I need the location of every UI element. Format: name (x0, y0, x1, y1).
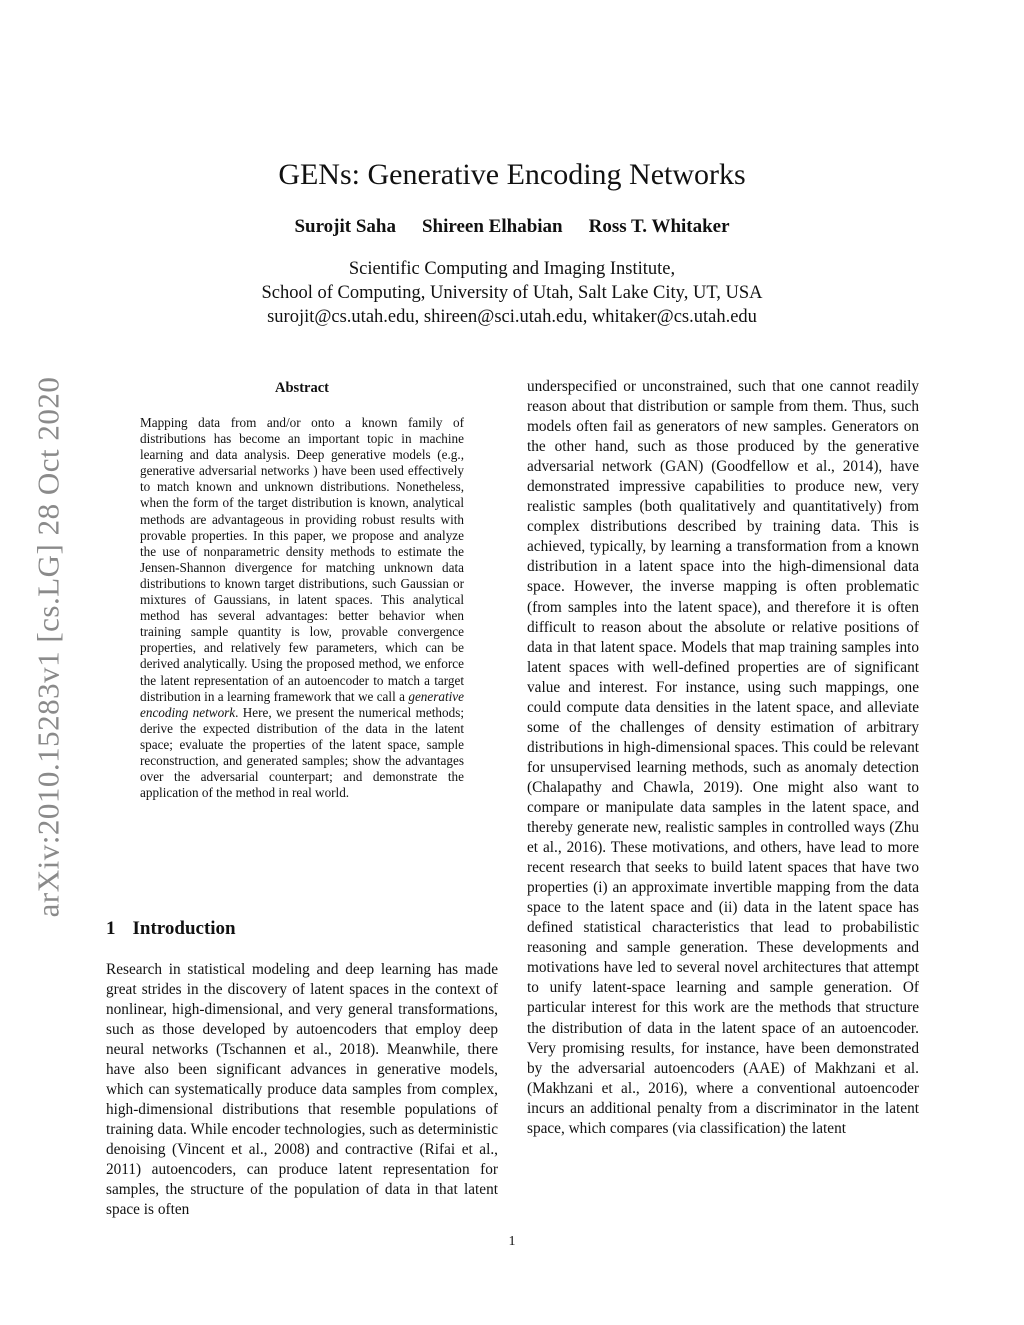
introduction-right-column: underspecified or unconstrained, such that one cannot readily reason about that distribution or sample from them. Thus, such models often fail as generators of new samples. Generators on the other hand, such as those produced by the generative adversarial network (GAN) (Goodfellow et al., 2014), have demonstrated impressive capabilities to produce new, very realistic samples (both qualitatively and quantitatively) from complex distributions described by training data. This is achieved, typically, by learning a transformation from a known distribution in a latent space into the high-dimensional data space. However, the inverse mapping is often problematic (from samples into the latent space), and therefore it is often difficult to reason about the absolute or relative positions of data in that latent space. Models that map training samples into latent spaces with well-defined properties are of significant value and interest. For instance, using such mappings, one could compute data densities in the latent space, and alleviate some of the challenges of density estimation of arbitrary distributions in high-dimensional spaces. This could be relevant for unsupervised learning methods, such as anomaly detection (Chalapathy and Chawla, 2019). One might also want to compare or manipulate data samples in the latent space, and thereby generate new, realistic samples in controlled ways (Zhu et al., 2016). These motivations, and others, have lead to more recent research that seeks to build latent spaces that have two properties (i) an approximate invertible mapping from the data space to the latent space and (ii) data in the latent space has defined statistical characteristics that lead to probabilistic reasoning and sample generation. These developments and motivations have led to several novel architectures that attempt to unify latent-space learning and sample generation. Of particular interest for this work are the methods that structure the distribution of data in the latent space of an autoencoder. Very promising results, for instance, have been demonstrated by the adversarial autoencoders (AAE) of Makhzani et al. (Makhzani et al., 2016), where a conventional autoencoder incurs an additional penalty from a discriminator in the latent space, which compares (via classification) the latent (527, 378, 919, 1137)
abstract-body (140, 415, 464, 801)
author-name: Shireen Elhabian (421, 216, 563, 237)
abstract-heading: Abstract (275, 380, 329, 396)
author-name: Ross T. Whitaker (588, 216, 730, 237)
abstract-text-part2: . Here, we present the numerical methods; derive the expected distribution of the data in the latent space; evaluate the properties of the latent space, sample reconstruction, and generated samples; show the advantages over the adversarial counterpart; and demonstrate the application of the method in real world. (140, 704, 464, 801)
section-number: 1 (106, 918, 116, 939)
section-title: Introduction (132, 918, 236, 939)
introduction-left-column: Research in statistical modeling and deep learning has made great strides in the discovery of latent spaces in the context of nonlinear, high-dimensional, and very general transformations, such as those developed by autoencoders that employ deep neural networks (Tschannen et al., 2018). Meanwhile, there have also been significant advances in generative models, which can systematically produce data samples from complex, high-dimensional distributions that resemble populations of training data. While encoder technologies, such as deterministic denoising (Vincent et al., 2008) and contractive (Rifai et al., 2011) autoencoders, can produce latent representation for samples, the structure of the population of data in that latent space is often (106, 961, 498, 1218)
author-name: Surojit Saha (294, 216, 396, 237)
author-list (0, 216, 1024, 238)
paper-title: GENs: Generative Encoding Networks (278, 158, 746, 191)
affiliation-school: School of Computing, University of Utah, Salt Lake City, UT, USA (261, 283, 763, 303)
page-number: 1 (508, 1234, 516, 1249)
section-heading-introduction (106, 918, 236, 940)
author-emails: surojit@cs.utah.edu, shireen@sci.utah.edu, whitaker@cs.utah.edu (267, 307, 757, 327)
arxiv-id-text: arXiv:2010.15283v1 [cs.LG] 28 Oct 2020 (30, 376, 65, 918)
arxiv-identifier-stamp (18, 352, 78, 942)
abstract-text-part1: Mapping data from and/or onto a known family of distributions has become an important topic in machine learning and data analysis. Deep generative models (e.g., generative adversarial networks ) have been used effectively to match known and unknown distributions. Nonetheless, when the form of the target distribution is known, analytical methods are advantageous in providing robust results with provable properties. In this paper, we propose and analyze the use of nonparametric density methods to estimate the Jensen-Shannon divergence for matching unknown data distributions to known target distributions, such Gaussian or mixtures of Gaussians, in latent spaces. This analytical method has several advantages: better behavior when training sample quantity is low, provable convergence properties, and relatively few parameters, which can be derived analytically. Using the proposed method, we enforce the latent representation of an autoencoder to match a target distribution in a learning framework that we call a (140, 415, 464, 704)
abstract-emphasis: generative encoding network (140, 688, 464, 720)
affiliation-institute: Scientific Computing and Imaging Institute, (348, 259, 676, 279)
